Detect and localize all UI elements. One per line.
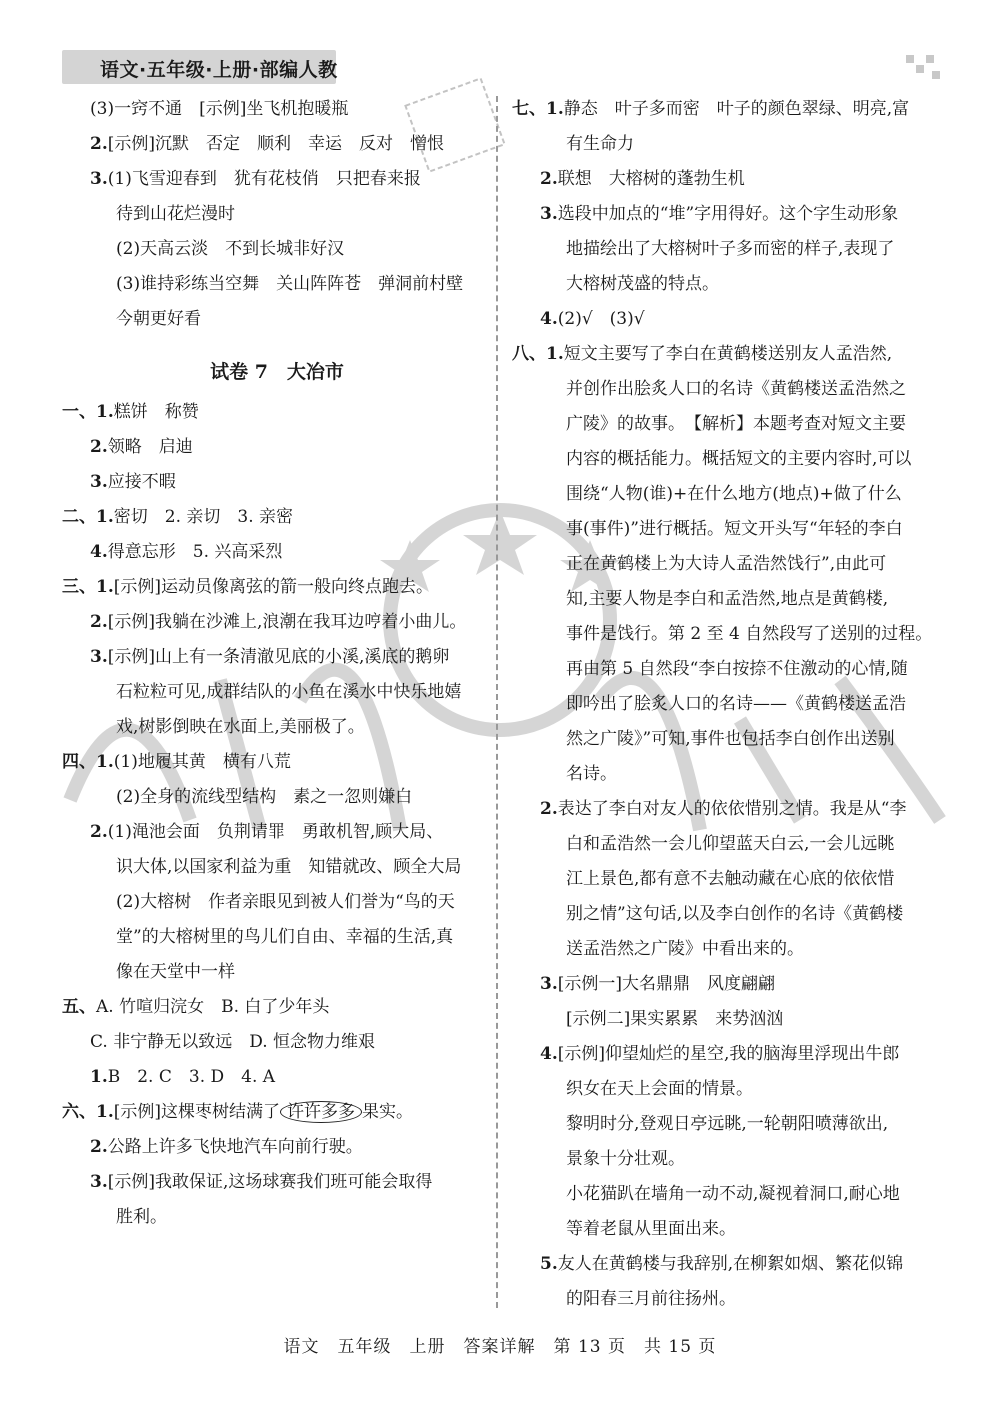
answer-line <box>62 1130 492 1165</box>
section-title: 试卷 7 大冶市 <box>210 361 344 383</box>
answer-line <box>62 500 492 535</box>
answer-text: [示例]我敢保证,这场球赛我们班可能会取得 <box>107 1172 433 1192</box>
item-number: 5. <box>540 1254 558 1274</box>
answer-line <box>62 710 492 745</box>
answer-line <box>512 267 948 302</box>
answer-line <box>62 232 492 267</box>
answer-text: 像在天堂中一样 <box>116 962 235 982</box>
item-number: 3. <box>540 204 558 224</box>
item-number: 4. <box>90 542 108 562</box>
item-number: 3. <box>540 974 558 994</box>
answer-line <box>62 605 492 640</box>
answer-text: 地描绘出了大榕树叶子多而密的样子,表现了 <box>566 239 895 259</box>
answer-line <box>512 547 948 582</box>
answer-text: 广陵》的故事。 【解析】本题考查对短文主要 <box>566 414 906 434</box>
answer-line <box>62 197 492 232</box>
answer-line <box>512 1177 948 1212</box>
page-footer: 语文 五年级 上册 答案详解 第 13 页 共 15 页 <box>283 1337 717 1357</box>
answer-line <box>512 1002 948 1037</box>
answer-text: 胜利。 <box>116 1207 167 1227</box>
answer-line <box>62 850 492 885</box>
answer-text: 围绕“人物(谁)+在什么地方(地点)+做了什么 <box>566 484 902 504</box>
answer-text: B 2. C 3. D 4. A <box>107 1067 276 1087</box>
item-number: 六、1. <box>62 1102 114 1122</box>
answer-line <box>62 302 492 337</box>
answer-line <box>512 897 948 932</box>
answer-text: 选段中加点的“堆”字用得好。这个字生动形象 <box>557 204 899 224</box>
answer-line <box>512 1107 948 1142</box>
answer-text: 公路上许多飞快地汽车向前行驶。 <box>107 1137 363 1157</box>
corner-decoration <box>906 55 940 81</box>
answer-line <box>512 617 948 652</box>
answer-line <box>512 197 948 232</box>
item-number: 2. <box>540 799 558 819</box>
answer-line <box>62 780 492 815</box>
answer-line <box>62 535 492 570</box>
answer-text: [示例]运动员像离弦的箭一般向终点跑去。 <box>113 577 434 597</box>
answer-text: 知,主要人物是李白和孟浩然,地点是黄鹤楼, <box>566 589 889 609</box>
answer-line <box>62 465 492 500</box>
answer-text: (2)大榕树 作者亲眼见到被人们誉为“鸟的天 <box>116 892 455 912</box>
item-number: 3. <box>90 472 108 492</box>
item-number: 2. <box>90 134 108 154</box>
answer-text: 然之广陵》”可知,事件也包括李白创作出送别 <box>566 729 895 749</box>
answer-text: 黎明时分,登观日亭远眺,一轮朝阳喷薄欲出, <box>566 1114 889 1134</box>
answer-text: 的阳春三月前往扬州。 <box>566 1289 736 1309</box>
item-number: 3. <box>90 169 108 189</box>
answer-line <box>512 757 948 792</box>
answer-line <box>62 395 492 430</box>
answer-text: (2)√ (3)√ <box>557 309 645 329</box>
answer-line <box>62 955 492 990</box>
item-number: 1. <box>90 1067 108 1087</box>
answer-text: 表达了李白对友人的依依惜别之情。我是从“李 <box>557 799 907 819</box>
answer-text: [示例]沉默 否定 顺利 幸运 反对 憎恨 <box>107 134 445 154</box>
answer-line <box>512 1282 948 1317</box>
answer-text: 小花猫趴在墙角一动不动,凝视着洞口,耐心地 <box>566 1184 900 1204</box>
answer-text: 江上景色,都有意不去触动藏在心底的依依惜 <box>566 869 895 889</box>
answer-text: 再由第 5 自然段“李白按捺不住激动的心情,随 <box>566 659 908 679</box>
answer-line <box>62 1165 492 1200</box>
answer-line <box>62 640 492 675</box>
answer-line <box>62 570 492 605</box>
answer-text: 有生命力 <box>566 134 634 154</box>
answer-line <box>62 1060 492 1095</box>
answer-text: 景象十分壮观。 <box>566 1149 685 1169</box>
right-column <box>512 92 948 1317</box>
answer-text: 正在黄鹤楼上为大诗人孟浩然饯行”,由此可 <box>566 554 887 574</box>
answer-text: 石粒粒可见,成群结队的小鱼在溪水中快乐地嬉 <box>116 682 462 702</box>
answer-line <box>512 932 948 967</box>
answer-text: [示例一]大名鼎鼎 风度翩翩 <box>557 974 776 994</box>
answer-line <box>512 512 948 547</box>
answer-line <box>62 430 492 465</box>
answer-text: A. 竹喧归浣女 B. 白了少年头 <box>96 997 330 1017</box>
item-number: 八、1. <box>512 344 564 364</box>
answer-text: 今朝更好看 <box>116 309 201 329</box>
answer-text: C. 非宁静无以致远 D. 恒念物力维艰 <box>90 1032 376 1052</box>
answer-text: 事件是饯行。第 2 至 4 自然段写了送别的过程。 <box>566 624 933 644</box>
answer-text: 联想 大榕树的蓬勃生机 <box>557 169 745 189</box>
column-divider <box>496 96 498 1308</box>
answer-line <box>512 827 948 862</box>
item-number: 3. <box>90 647 108 667</box>
answer-text: 密切 2. 亲切 3. 亲密 <box>113 507 293 527</box>
answer-text: (2)全身的流线型结构 素之一忽则嫌白 <box>116 787 413 807</box>
answer-line <box>62 920 492 955</box>
answer-line <box>62 267 492 302</box>
item-number: 二、1. <box>62 507 114 527</box>
answer-text: 得意忘形 5. 兴高采烈 <box>107 542 283 562</box>
answer-line <box>512 442 948 477</box>
answer-line <box>62 815 492 850</box>
answer-text: (2)天高云淡 不到长城非好汉 <box>116 239 345 259</box>
circled-word: 许许多多 <box>280 1101 362 1123</box>
item-number: 2. <box>90 1137 108 1157</box>
item-number: 五、 <box>62 997 96 1017</box>
answer-line <box>512 862 948 897</box>
answer-text: 内容的概括能力。概括短文的主要内容时,可以 <box>566 449 912 469</box>
item-number: 一、1. <box>62 402 114 422</box>
item-number: 3. <box>90 1172 108 1192</box>
answer-text: 白和孟浩然一会儿仰望蓝天白云,一会儿远眺 <box>566 834 895 854</box>
answer-line <box>512 127 948 162</box>
answer-line <box>62 1200 492 1235</box>
answer-text: (1)渑池会面 负荆请罪 勇敢机智,顾大局、 <box>107 822 444 842</box>
answer-text: 应接不暇 <box>107 472 176 492</box>
answer-text: 织女在天上会面的情景。 <box>566 1079 753 1099</box>
answer-text: 友人在黄鹤楼与我辞别,在柳絮如烟、繁花似锦 <box>557 1254 904 1274</box>
item-number: 2. <box>540 169 558 189</box>
answer-line <box>512 302 948 337</box>
answer-line <box>512 1037 948 1072</box>
answer-text: [示例]我躺在沙滩上,浪潮在我耳边哼着小曲儿。 <box>107 612 467 632</box>
answer-text: [示例]仰望灿烂的星空,我的脑海里浮现出牛郎 <box>557 1044 900 1064</box>
header-title: 语文·五年级·上册·部编人教 <box>100 59 338 81</box>
answer-text: (1)地履其黄 横有八荒 <box>113 752 291 772</box>
item-number: 三、1. <box>62 577 114 597</box>
answer-text: 识大体,以国家利益为重 知错就改、顾全大局 <box>116 857 462 877</box>
item-number: 2. <box>90 822 108 842</box>
answer-line <box>512 792 948 827</box>
answer-line <box>512 1072 948 1107</box>
answer-text: 糕饼 称赞 <box>113 402 199 422</box>
item-number: 4. <box>540 309 558 329</box>
answer-line <box>512 92 948 127</box>
answer-line <box>512 652 948 687</box>
answer-text: 大榕树茂盛的特点。 <box>566 274 719 294</box>
answer-text: 短文主要写了李白在黄鹤楼送别友人孟浩然, <box>563 344 893 364</box>
answer-text: [示例二]果实累累 来势汹汹 <box>566 1009 784 1029</box>
answer-line <box>512 1247 948 1282</box>
answer-line <box>62 1025 492 1060</box>
answer-line <box>512 407 948 442</box>
answer-text: (3)一窍不通 [示例]坐飞机抱暖瓶 <box>90 99 349 119</box>
answer-text: 待到山花烂漫时 <box>116 204 235 224</box>
answer-line <box>62 745 492 780</box>
answer-line <box>62 675 492 710</box>
item-number: 4. <box>540 1044 558 1064</box>
answer-line <box>512 337 948 372</box>
item-number: 2. <box>90 437 108 457</box>
answer-line <box>62 92 492 127</box>
answer-text: 并创作出脍炙人口的名诗《黄鹤楼送孟浩然之 <box>566 379 906 399</box>
answer-line <box>512 687 948 722</box>
answer-line <box>512 1212 948 1247</box>
answer-line <box>512 477 948 512</box>
answer-line <box>512 722 948 757</box>
answer-text: 领略 启迪 <box>107 437 193 457</box>
answer-line <box>62 990 492 1025</box>
answer-text: 果实。 <box>362 1102 414 1122</box>
answer-text: 事(事件)”进行概括。短文开头写“年轻的李白 <box>566 519 903 539</box>
item-number: 2. <box>90 612 108 632</box>
item-number: 四、1. <box>62 752 114 772</box>
answer-line <box>62 127 492 162</box>
answer-text: 堂”的大榕树里的鸟儿们自由、幸福的生活,真 <box>116 927 454 947</box>
answer-line <box>512 162 948 197</box>
answer-text: (3)谁持彩练当空舞 关山阵阵苍 弹洞前村壁 <box>116 274 464 294</box>
answer-text: 名诗。 <box>566 764 617 784</box>
answer-text: (1)飞雪迎春到 犹有花枝俏 只把春来报 <box>107 169 421 189</box>
answer-text: 别之情”这句话,以及李白创作的名诗《黄鹤楼 <box>566 904 904 924</box>
answer-line <box>512 582 948 617</box>
answer-line <box>512 1142 948 1177</box>
item-number: 七、1. <box>512 99 564 119</box>
answer-line <box>512 232 948 267</box>
answer-line <box>62 885 492 920</box>
answer-text: 即吟出了脍炙人口的名诗——《黄鹤楼送孟浩 <box>566 694 906 714</box>
answer-line <box>62 162 492 197</box>
answer-text: 戏,树影倒映在水面上,美丽极了。 <box>116 717 365 737</box>
answer-line <box>62 1095 492 1130</box>
left-column <box>62 92 492 1235</box>
answer-line <box>512 372 948 407</box>
answer-text: 等着老鼠从里面出来。 <box>566 1219 736 1239</box>
answer-text: [示例]山上有一条清澈见底的小溪,溪底的鹅卵 <box>107 647 450 667</box>
answer-line <box>512 967 948 1002</box>
answer-text: 静态 叶子多而密 叶子的颜色翠绿、明亮,富 <box>563 99 910 119</box>
answer-text: 送孟浩然之广陵》中看出来的。 <box>566 939 804 959</box>
answer-text: [示例]这棵枣树结满了 <box>113 1102 281 1122</box>
